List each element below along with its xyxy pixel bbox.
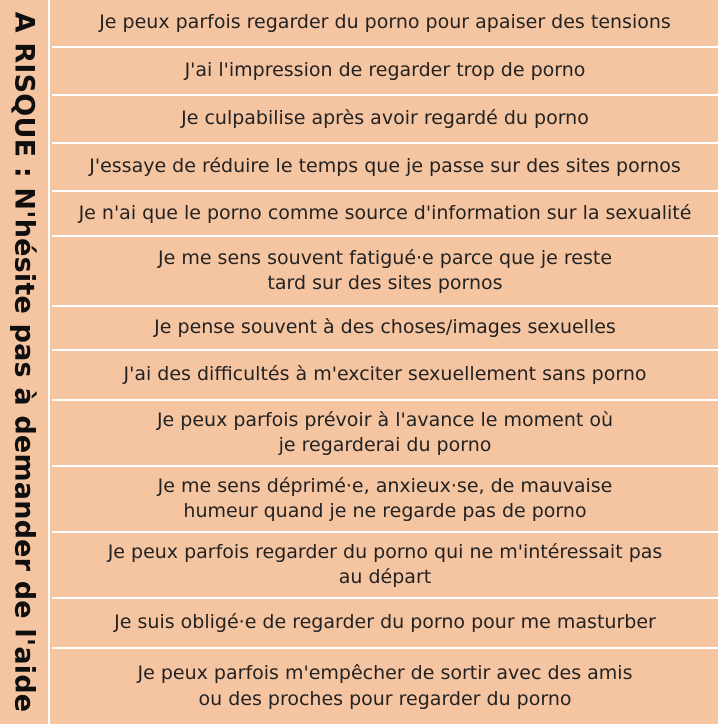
list-item (52, 307, 718, 351)
list-item (52, 144, 718, 192)
list-item (52, 401, 718, 467)
list-item (52, 649, 718, 724)
list-item (52, 192, 718, 237)
list-item (52, 48, 718, 96)
list-item (52, 533, 718, 599)
list-item-text: Je pense souvent à des choses/images sexuelles (154, 316, 616, 339)
list-item-text: Je me sens souvent fatigué·e parce que je reste tard sur des sites pornos (157, 246, 613, 294)
list-item (52, 237, 718, 307)
list-item (52, 351, 718, 401)
list-item-text: Je peux parfois prévoir à l'avance le moment où je regarderai du porno (156, 408, 614, 456)
list-item-text: J'ai l'impression de regarder trop de porno (184, 59, 586, 82)
side-banner (0, 0, 50, 724)
list-item (52, 96, 718, 144)
list-item-text: Je n'ai que le porno comme source d'information sur la sexualité (78, 201, 692, 224)
statements-list (52, 0, 718, 724)
side-banner-text: A RISQUE : N'hésite pas à demander de l'aide (8, 11, 40, 713)
list-item (52, 599, 718, 649)
list-item-text: Je peux parfois m'empêcher de sortir avec des amis ou des proches pour regarder du porno (137, 662, 633, 710)
list-item-text: Je culpabilise après avoir regardé du porno (181, 107, 589, 130)
list-item-text: Je peux parfois regarder du porno pour apaiser des tensions (99, 11, 671, 34)
list-item (52, 467, 718, 533)
list-item-text: Je peux parfois regarder du porno qui ne m'intéressait pas au départ (107, 540, 663, 588)
list-item-text: J'ai des difficultés à m'exciter sexuellement sans porno (123, 363, 647, 386)
list-item-text: Je me sens déprimé·e, anxieux·se, de mauvaise humeur quand je ne regarde pas de porno (157, 474, 613, 522)
list-item-text: J'essaye de réduire le temps que je passe sur des sites pornos (89, 155, 681, 178)
list-item-text: Je suis obligé·e de regarder du porno pour me masturber (114, 611, 656, 634)
list-item (52, 0, 718, 48)
